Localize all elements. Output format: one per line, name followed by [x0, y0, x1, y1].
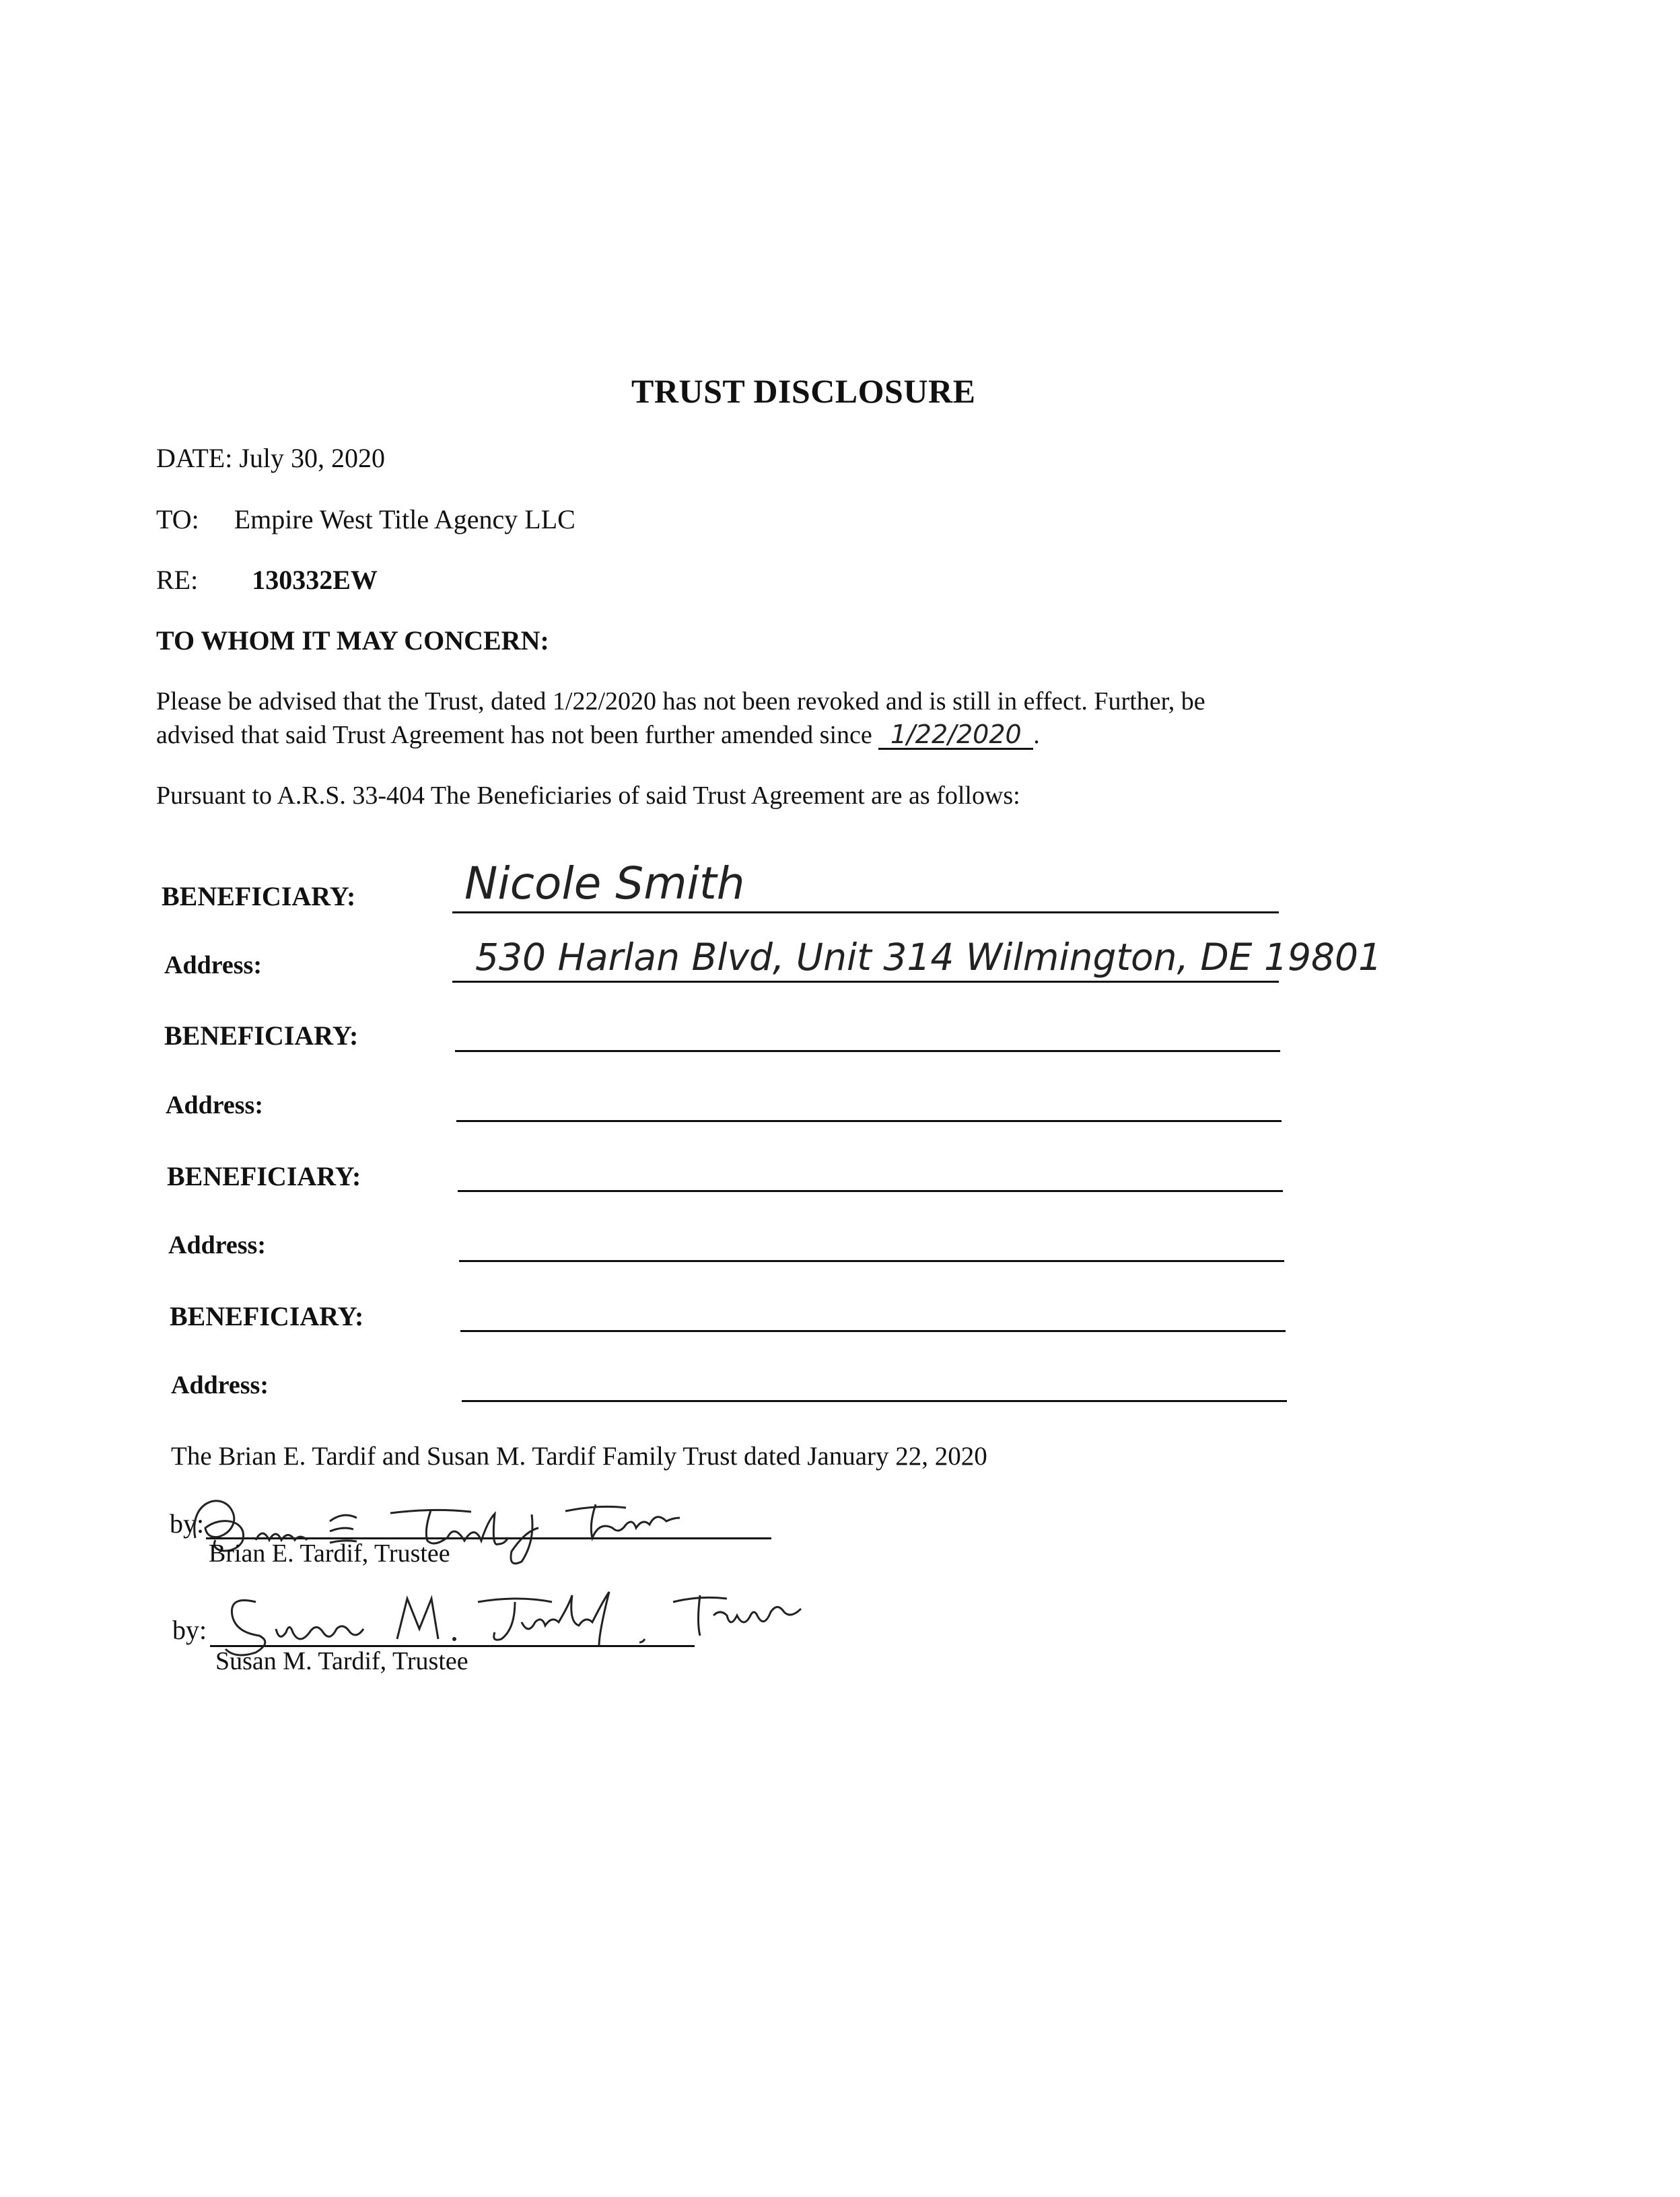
beneficiary-1-line	[452, 911, 1279, 913]
paragraph-line-2	[156, 719, 1040, 751]
salutation: TO WHOM IT MAY CONCERN:	[156, 625, 549, 656]
document-title: TRUST DISCLOSURE	[631, 372, 976, 410]
beneficiary-1-label: BENEFICIARY:	[162, 881, 356, 911]
date-row	[156, 442, 385, 474]
beneficiary-3-line	[458, 1190, 1283, 1192]
beneficiary-4-line	[460, 1330, 1286, 1332]
address-4-label: Address:	[171, 1371, 269, 1399]
beneficiary-2-line	[455, 1050, 1280, 1052]
signature-1-caption: Brian E. Tardif, Trustee	[209, 1539, 450, 1568]
address-4-line	[462, 1400, 1287, 1402]
beneficiary-1-name-handwritten: Nicole Smith	[464, 858, 745, 909]
signature-2-by-label: by:	[172, 1615, 207, 1645]
signature-2-caption: Susan M. Tardif, Trustee	[215, 1647, 468, 1675]
date-label: DATE:	[156, 443, 233, 473]
signature-1-by-label: by:	[170, 1508, 205, 1539]
date-value: July 30, 2020	[239, 443, 386, 473]
re-value: 130332EW	[252, 565, 378, 595]
paragraph-line-1: Please be advised that the Trust, dated 1/22/2020 has not been revoked and is still in effect. Further, be	[156, 687, 1205, 716]
re-row	[156, 564, 378, 596]
pursuant-statement: Pursuant to A.R.S. 33-404 The Beneficiaries of said Trust Agreement are as follows:	[156, 781, 1020, 810]
address-2-label: Address:	[166, 1091, 263, 1119]
to-label: TO:	[156, 504, 199, 534]
to-row	[156, 503, 575, 535]
amended-since-date-handwritten: 1/22/2020	[878, 721, 1033, 750]
beneficiary-3-label: BENEFICIARY:	[167, 1161, 361, 1191]
trust-name: The Brian E. Tardif and Susan M. Tardif Family Trust dated January 22, 2020	[171, 1442, 987, 1471]
address-3-label: Address:	[168, 1231, 266, 1259]
re-label: RE:	[156, 565, 199, 595]
address-1-handwritten: 530 Harlan Blvd, Unit 314 Wilmington, DE 19801	[475, 936, 1382, 979]
to-value: Empire West Title Agency LLC	[234, 504, 575, 534]
address-3-line	[459, 1260, 1284, 1262]
address-2-line	[456, 1120, 1282, 1122]
address-1-line	[452, 981, 1279, 983]
beneficiary-4-label: BENEFICIARY:	[170, 1301, 364, 1331]
address-1-label: Address:	[164, 951, 262, 979]
beneficiary-2-label: BENEFICIARY:	[164, 1020, 359, 1051]
paragraph-line-2-prefix: advised that said Trust Agreement has not been further amended since	[156, 721, 872, 749]
paragraph-line-2-suffix: .	[1033, 721, 1040, 749]
